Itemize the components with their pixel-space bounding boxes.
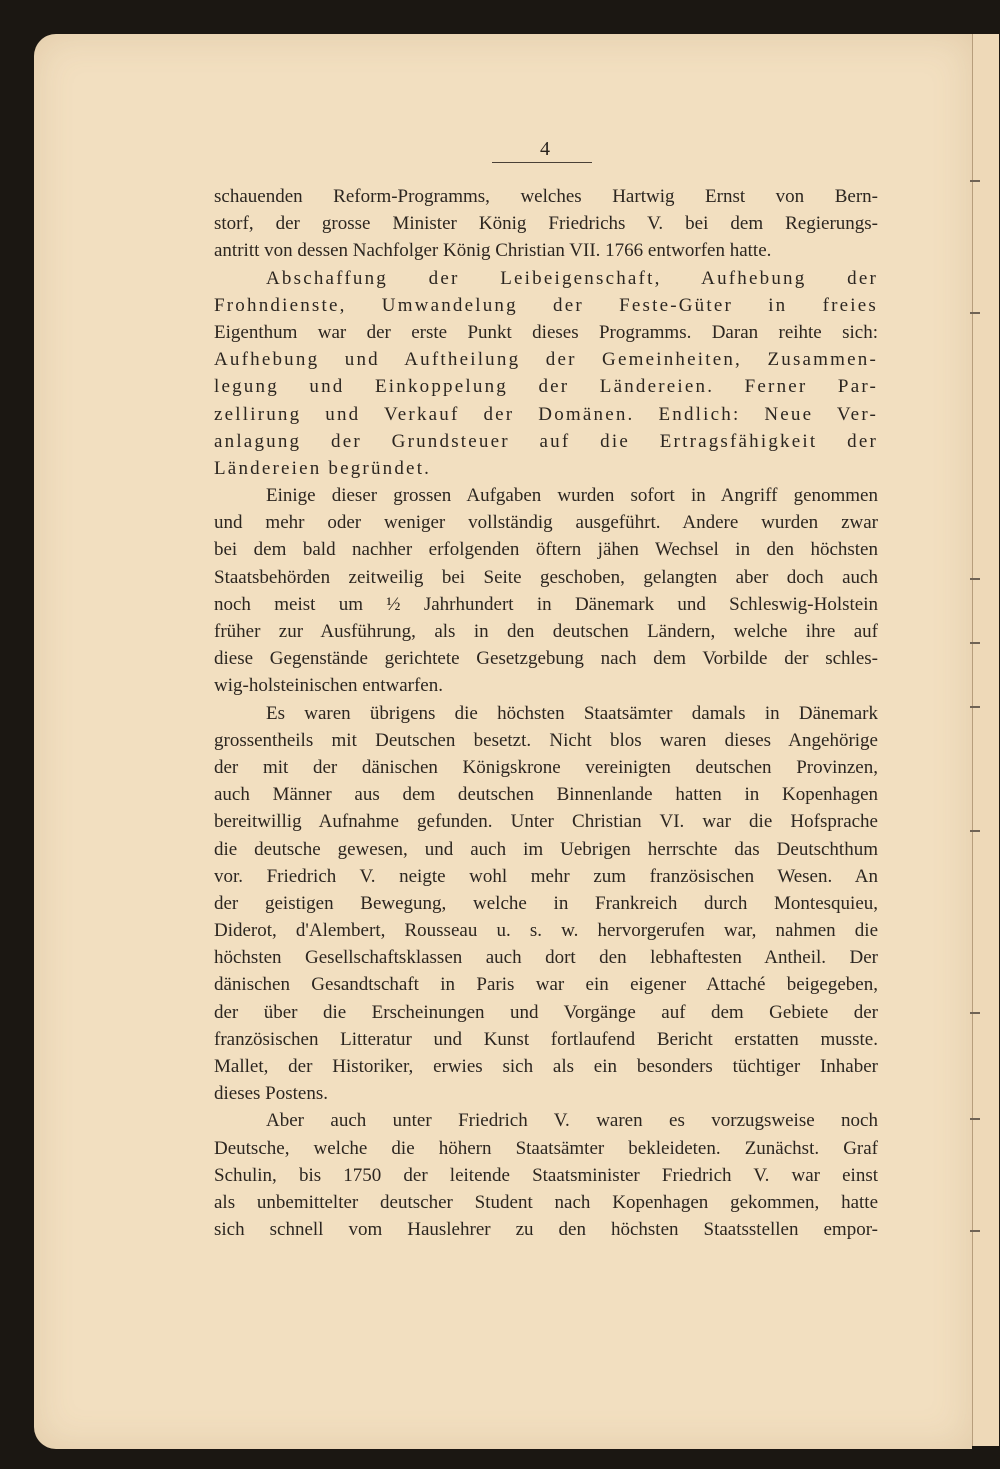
page-number-rule [492, 162, 592, 163]
text-line: Staatsbehörden zeitweilig bei Seite geschoben, gelangten aber doch auch [214, 566, 878, 588]
text-line: bereitwillig Aufnahme gefunden. Unter Christian VI. war die Hofsprache [214, 811, 878, 833]
margin-tick [970, 706, 980, 708]
text-line: antritt von dessen Nachfolger König Christian VII. 1766 entworfen hatte. [214, 240, 772, 262]
text-line: Abschaffung der Leibeigenschaft, Aufhebung der [266, 267, 878, 289]
margin-tick [970, 312, 980, 314]
text-line: als unbemittelter deutscher Student nach Kopenhagen gekommen, hatte [214, 1191, 878, 1213]
text-line: französischen Litteratur und Kunst fortlaufend Bericht erstatten musste. [214, 1028, 878, 1050]
text-line: zellirung und Verkauf der Domänen. Endlich: Neue Ver- [214, 403, 878, 425]
text-line: anlagung der Grundsteuer auf die Ertragsfähigkeit der [214, 430, 878, 452]
text-line: wig-holsteinischen entwarfen. [214, 675, 443, 697]
margin-tick [970, 830, 980, 832]
text-line: der über die Erscheinungen und Vorgänge auf dem Gebiete der [214, 1001, 878, 1023]
text-line: der geistigen Bewegung, welche in Frankreich durch Montesquieu, [214, 892, 878, 914]
text-line: und mehr oder weniger vollständig ausgeführt. Andere wurden zwar [214, 512, 878, 534]
margin-tick [970, 1012, 980, 1014]
text-line: Aber auch unter Friedrich V. waren es vorzugsweise noch [266, 1110, 878, 1132]
text-line: legung und Einkoppelung der Ländereien. Ferner Par- [214, 376, 878, 398]
text-line: die deutsche gewesen, und auch im Uebrigen herrschte das Deutschthum [214, 838, 878, 860]
text-line: Schulin, bis 1750 der leitende Staatsminister Friedrich V. war einst [214, 1164, 878, 1186]
text-line: Aufhebung und Auftheilung der Gemeinheiten, Zusammen- [214, 349, 878, 371]
text-line: sich schnell vom Hauslehrer zu den höchsten Staatsstellen empor- [214, 1219, 878, 1241]
body-text [214, 183, 878, 1243]
text-line: Eigenthum war der erste Punkt dieses Programms. Daran reihte sich: [214, 321, 878, 343]
text-line: noch meist um ½ Jahrhundert in Dänemark und Schleswig-Holstein [214, 593, 878, 615]
text-line: Deutsche, welche die höhern Staatsämter bekleideten. Zunächst. Graf [214, 1137, 878, 1159]
margin-tick [970, 578, 980, 580]
margin-tick [970, 642, 980, 644]
text-line: bei dem bald nachher erfolgenden öftern jähen Wechsel in den höchsten [214, 539, 878, 561]
text-line: grossentheils mit Deutschen besetzt. Nicht blos waren dieses Angehörige [214, 729, 878, 751]
text-line: der mit der dänischen Königskrone vereinigten deutschen Provinzen, [214, 756, 878, 778]
text-line: früher zur Ausführung, als in den deutschen Ländern, welche ihre auf [214, 621, 878, 642]
text-line: Es waren übrigens die höchsten Staatsämter damals in Dänemark [266, 702, 878, 724]
text-line: Mallet, der Historiker, erwies sich als ein besonders tüchtiger Inhaber [214, 1056, 878, 1077]
margin-tick [970, 1230, 980, 1232]
text-line: dänischen Gesandtschaft in Paris war ein eigener Attaché beigegeben, [214, 974, 878, 996]
margin-tick [970, 180, 980, 182]
text-line: storf, der grosse Minister König Friedrichs V. bei dem Regierungs- [214, 213, 878, 235]
text-line: höchsten Gesellschaftsklassen auch dort den lebhaftesten Antheil. Der [214, 947, 878, 969]
margin-tick [970, 1118, 980, 1120]
text-line: auch Männer aus dem deutschen Binnenlande hatten in Kopenhagen [214, 784, 878, 806]
text-line: dieses Postens. [214, 1083, 328, 1105]
page-number: 4 [540, 138, 550, 160]
text-line: diese Gegenstände gerichtete Gesetzgebung nach dem Vorbilde der schles- [214, 648, 878, 670]
text-line: Ländereien begründet. [214, 457, 432, 479]
next-page-edge [972, 34, 999, 1446]
text-line: Frohndienste, Umwandelung der Feste-Güter in freies [214, 294, 878, 316]
text-line: vor. Friedrich V. neigte wohl mehr zum französischen Wesen. An [214, 865, 878, 887]
text-line: schauenden Reform-Programms, welches Hartwig Ernst von Bern- [214, 186, 878, 207]
text-line: Diderot, d'Alembert, Rousseau u. s. w. hervorgerufen war, nahmen die [214, 920, 878, 942]
text-line: Einige dieser grossen Aufgaben wurden sofort in Angriff genommen [266, 485, 878, 507]
